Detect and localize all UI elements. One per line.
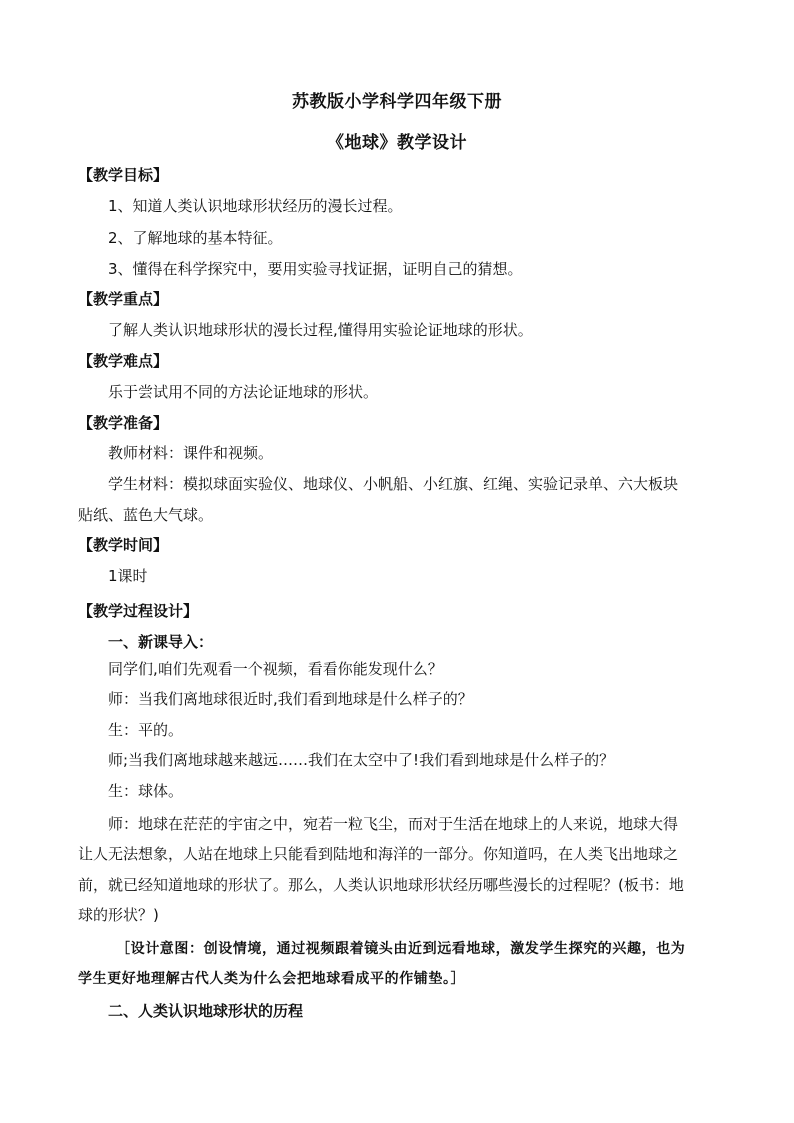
goal-item-1: 1、知道人类认识地球形状经历的漫长过程。 bbox=[108, 197, 403, 215]
difficulties-heading: 【教学难点】 bbox=[78, 352, 169, 370]
part1-title: 一、新课导入： bbox=[108, 633, 214, 651]
goal-item-2: 2、了解地球的基本特征。 bbox=[108, 229, 283, 247]
goal-item-3: 3、懂得在科学探究中，要用实验寻找证据，证明自己的猜想。 bbox=[108, 260, 523, 278]
paragraph-line-4: 球的形状？) bbox=[78, 906, 159, 924]
goals-heading: 【教学目标】 bbox=[78, 166, 169, 184]
design-intent-line-2: 学生更好地理解古代人类为什么会把地球看成平的作铺垫。］ bbox=[78, 971, 466, 987]
process-heading: 【教学过程设计】 bbox=[78, 602, 199, 620]
paragraph-line-3: 前，就已经知道地球的形状了。那么，人类认识地球形状经历哪些漫长的过程呢？(板书：地 bbox=[78, 876, 684, 894]
preparation-student-line2: 贴纸、蓝色大气球。 bbox=[78, 506, 214, 524]
document-subtitle: 《地球》教学设计 bbox=[327, 133, 467, 153]
document-title: 苏教版小学科学四年级下册 bbox=[292, 92, 502, 112]
part2-title: 二、人类认识地球形状的历程 bbox=[108, 1002, 304, 1020]
time-text: 1课时 bbox=[108, 567, 148, 585]
preparation-heading: 【教学准备】 bbox=[78, 414, 169, 432]
key-points-heading: 【教学重点】 bbox=[78, 290, 169, 308]
preparation-teacher: 教师材料：课件和视频。 bbox=[108, 444, 274, 462]
process-line-1: 同学们,咱们先观看一个视频，看看你能发现什么？ bbox=[108, 660, 443, 678]
design-intent-line-1: ［设计意图：创设情境，通过视频跟着镜头由近到远看地球，激发学生探究的兴趣，也为 bbox=[116, 941, 686, 957]
process-line-3: 生：平的。 bbox=[108, 721, 184, 739]
process-line-2: 师：当我们离地球很近时,我们看到地球是什么样子的？ bbox=[108, 690, 473, 708]
process-line-4: 师;当我们离地球越来越远……我们在太空中了!我们看到地球是什么样子的？ bbox=[108, 751, 615, 769]
difficulties-text: 乐于尝试用不同的方法论证地球的形状。 bbox=[108, 383, 379, 401]
paragraph-line-1: 师：地球在茫茫的宇宙之中，宛若一粒飞尘，而对于生活在地球上的人来说，地球大得 bbox=[108, 815, 679, 833]
preparation-student-line1: 学生材料：模拟球面实验仪、地球仪、小帆船、小红旗、红绳、实验记录单、六大板块 bbox=[108, 475, 679, 493]
process-line-5: 生：球体。 bbox=[108, 782, 184, 800]
time-heading: 【教学时间】 bbox=[78, 536, 169, 554]
key-points-text: 了解人类认识地球形状的漫长过程,懂得用实验论证地球的形状。 bbox=[108, 321, 533, 339]
paragraph-line-2: 让人无法想象，人站在地球上只能看到陆地和海洋的一部分。你知道吗，在人类飞出地球之 bbox=[78, 845, 679, 863]
